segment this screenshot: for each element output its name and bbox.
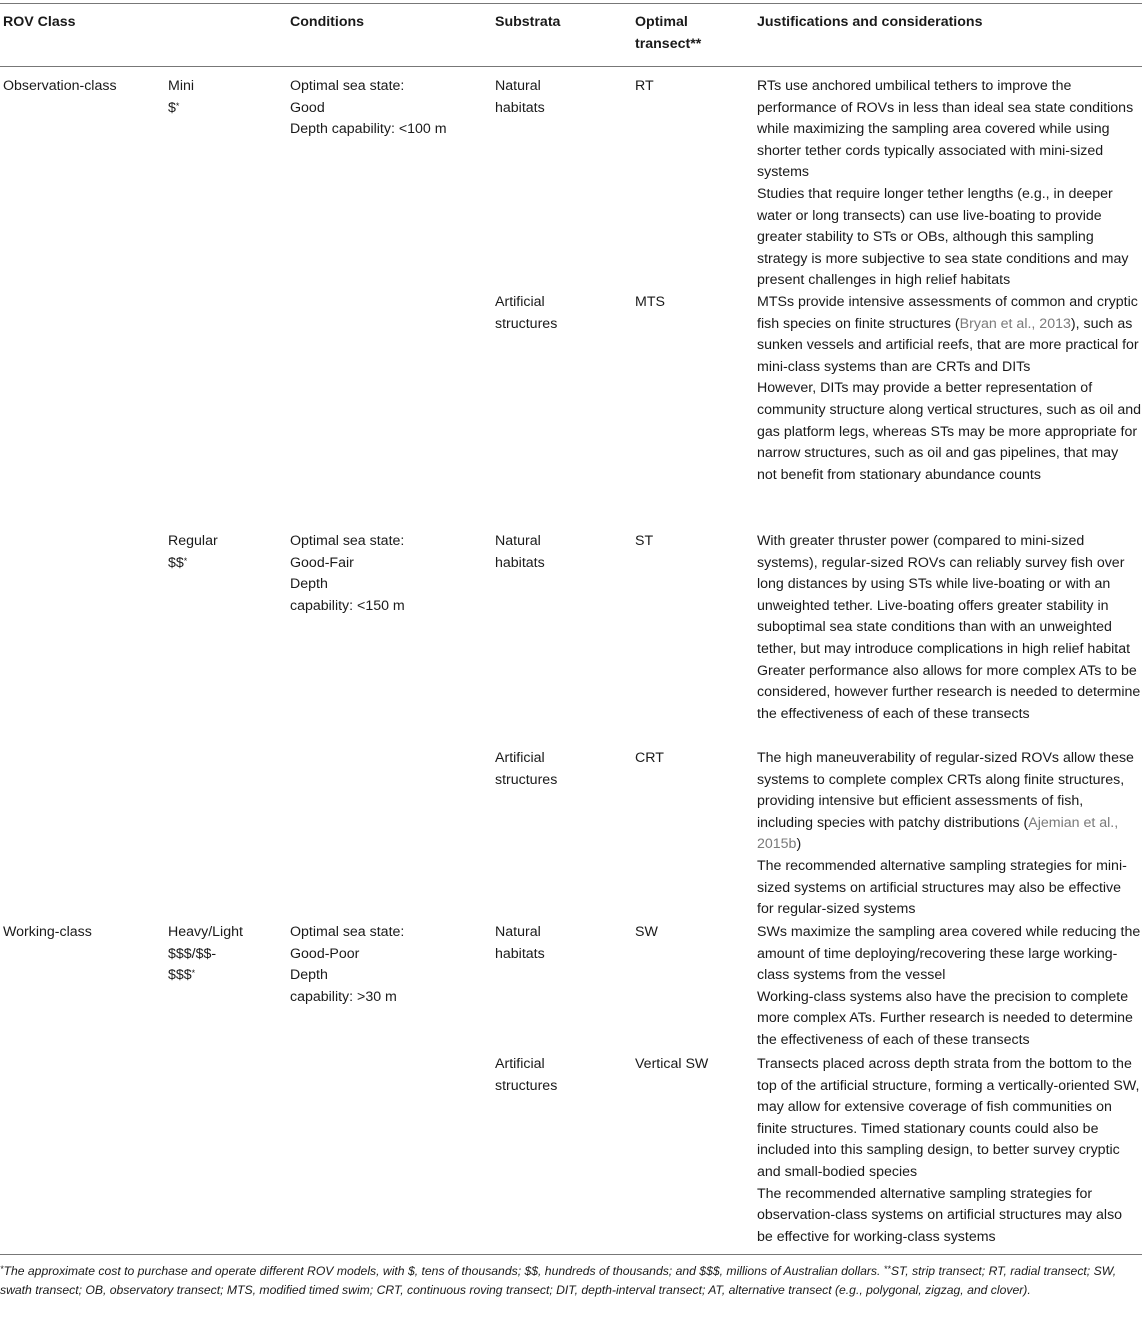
conditions-cell: Optimal sea state: Good-Fair Depth capability: <150 m xyxy=(290,533,405,614)
substrata-cell: Artificial structures xyxy=(495,294,558,332)
rov-size-cell: Heavy/Light $$$/$$- $$$* xyxy=(168,924,243,984)
bottom-rule xyxy=(0,1254,1142,1255)
substrata-cell: Artificial structures xyxy=(495,1056,558,1094)
substrata-cell: Natural habitats xyxy=(495,533,545,571)
transect-cell: CRT xyxy=(635,750,664,766)
transect-cell: MTS xyxy=(635,294,665,310)
table-footnote: *The approximate cost to purchase and operate different ROV models, with $, tens of thousands; $$, hundreds of thousands; and $$$, millions of Australian dollars. **ST, strip transect; RT, radial transect; SW, swath transect; OB, observatory transect; MTS, modified timed swim; CRT, continuous roving transect; DIT, depth-interval transect; AT, alternative transect (e.g., polygonal, zigzag, and clover). xyxy=(0,1264,1117,1297)
top-rule xyxy=(0,3,1142,4)
justification-cell: The high maneuverability of regular-sized ROVs allow these systems to complete complex CRTs along finite structures, providing intensive but efficient assessments of fish, including species with patchy distributions (Ajemian et al., 2015b) The recommended alternative sampling strategies for mini-sized systems on artificial structures may also be effective for regular-sized systems xyxy=(757,750,1134,918)
substrata-cell: Artificial structures xyxy=(495,750,558,788)
citation-link[interactable]: Bryan et al., 2013 xyxy=(959,315,1071,332)
header-rov-class: ROV Class xyxy=(3,14,76,30)
justification-cell: With greater thruster power (compared to mini-sized systems), regular-sized ROVs can reliably survey fish over long distances by using STs while live-boating or with an unweighted tether. Live-boating offers greater stability in suboptimal sea state conditions than with an unweighted tether, but may introduce complications in high relief habitat Greater performance also allows for more complex ATs to be considered, however further research is needed to determine the effectiveness of each of these transects xyxy=(757,533,1141,722)
justification-cell: Transects placed across depth strata from the bottom to the top of the artificial structure, forming a vertically-oriented SW, may allow for extensive coverage of fish communities on finite structures. Timed stationary counts could also be included into this sampling design, to better survey cryptic and small-bodied species The recommended alternative sampling strategies for observation-class systems on artificial structures may also be effective for working-class systems xyxy=(757,1056,1140,1245)
citation-link[interactable]: Ajemian et al., 2015b xyxy=(757,814,1119,853)
conditions-cell: Optimal sea state: Good-Poor Depth capability: >30 m xyxy=(290,924,405,1005)
header-substrata: Substrata xyxy=(495,14,561,30)
header-conditions: Conditions xyxy=(290,14,365,30)
substrata-cell: Natural habitats xyxy=(495,924,545,962)
substrata-cell: Natural habitats xyxy=(495,78,545,116)
justification-cell: SWs maximize the sampling area covered while reducing the amount of time deploying/recovering these large working-class systems from the vessel Working-class systems also have the precision to complete more complex ATs. Further research is needed to determine the effectiveness of each of these transects xyxy=(757,924,1141,1048)
header-optimal-transect: Optimal transect** xyxy=(635,14,702,52)
rov-size-cell: Mini $* xyxy=(168,78,195,116)
transect-cell: RT xyxy=(635,78,654,94)
justification-cell: RTs use anchored umbilical tethers to improve the performance of ROVs in less than ideal sea state conditions while maximizing the sampling area covered while using shorter tether cords typically associated with mini-sized systems Studies that require longer tether lengths (e.g., in deeper water or long transects) can use live-boating to provide greater stability to STs or OBs, although this sampling strategy is more subjective to sea state conditions and may present challenges in high relief habitats xyxy=(757,78,1134,289)
transect-cell: Vertical SW xyxy=(635,1056,709,1072)
justification-cell: MTSs provide intensive assessments of common and cryptic fish species on finite structures (Bryan et al., 2013), such as sunken vessels and artificial reefs, that are more practical for mini-class systems than are CRTs and DITs However, DITs may provide a better representation of community structure along vertical structures, such as oil and gas platform legs, whereas STs may be more appropriate for narrow structures, such as oil and gas pipelines, that may not benefit from stationary abundance counts xyxy=(757,294,1142,483)
header-justifications: Justifications and considerations xyxy=(757,14,983,30)
transect-cell: ST xyxy=(635,533,654,549)
header-rule xyxy=(0,66,1142,67)
transect-cell: SW xyxy=(635,924,658,940)
rov-size-cell: Regular $$* xyxy=(168,533,218,571)
rov-class-cell: Observation-class xyxy=(3,78,117,94)
rov-class-cell: Working-class xyxy=(3,924,92,940)
conditions-cell: Optimal sea state: Good Depth capability: <100 m xyxy=(290,78,447,138)
